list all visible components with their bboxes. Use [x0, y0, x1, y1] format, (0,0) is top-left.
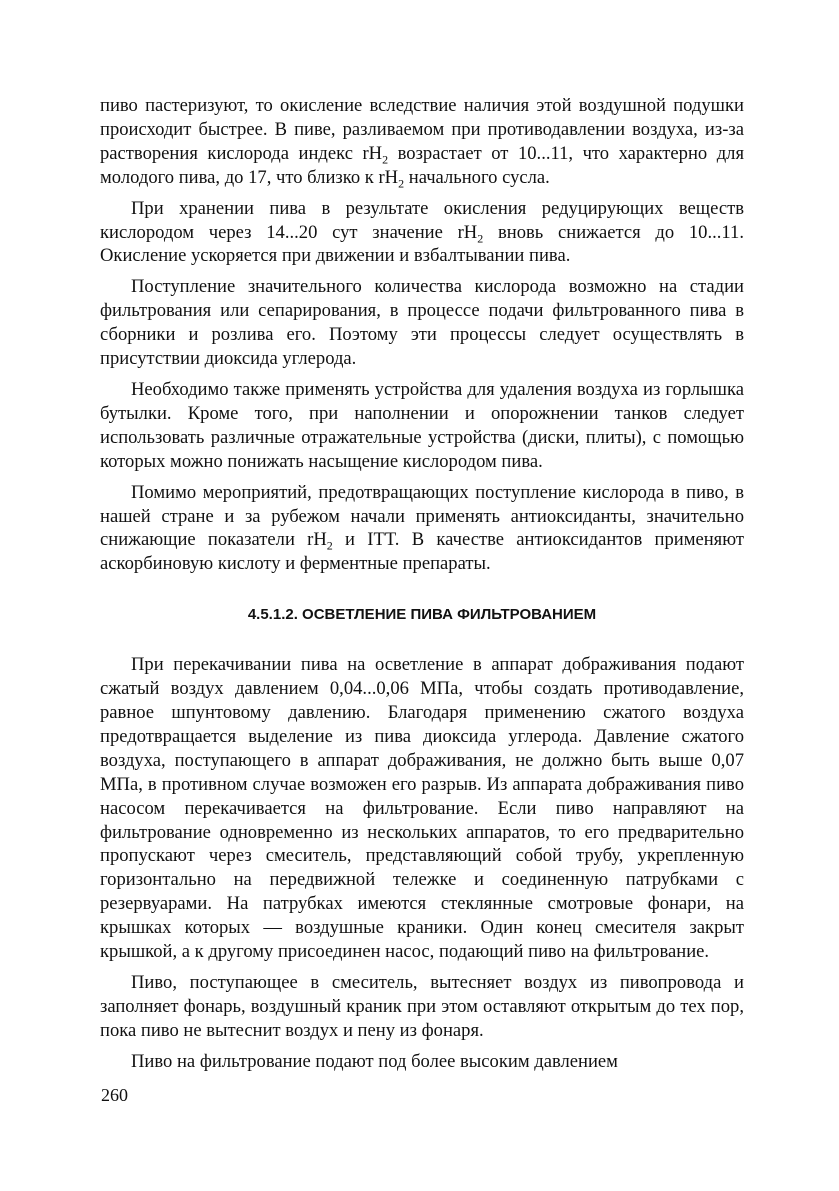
paragraph-4: Необходимо также применять устройства для удаления воздуха из горлышка бутылки. Кроме того, при наполнении и опорожнении танков следует использовать различные отражательные устройства (диски, плиты), с помощью которых можно понижать насыщение кислородом пива.	[100, 378, 744, 472]
paragraph-7: Пиво, поступающее в смеситель, вытесняет воздух из пивопровода и заполняет фонарь, воздушный краник при этом оставляют открытым до тех пор, пока пиво не вытеснит воздух и пену из фонаря.	[100, 972, 744, 1041]
paragraph-1: пиво пастеризуют, то окисление вследствие наличия этой воздушной подушки происходит быстрее. В пиве, разливаемом при противодавлении воздуха, из-за растворения кислорода индекс $rH_2$ возрастает от 10...11, что характерно для молодого пива, до 17, что близко к $rH_2$ начального сусла.	[100, 95, 745, 191]
page-number: 260	[101, 1085, 128, 1105]
paragraph-5: Помимо мероприятий, предотвращающих поступление кислорода в пиво, в нашей стране и за рубежом начали применять антиоксиданты, значительно снижающие показатели $rH_2$ и ITT. В качестве антиоксидантов применяют аскорбиновую кислоту и ферментные препараты.	[100, 481, 744, 575]
paragraph-8: Пиво на фильтрование подают под более высоким давлением	[131, 1050, 618, 1072]
paragraph-6: При перекачивании пива на осветление в аппарат дображивания подают сжатый воздух давлением 0,04...0,06 МПа, чтобы создать противодавление, равное шпунтовому давлению. Благодаря применению сжатого воздуха предотвращается выделение из пива диоксида углерода. Давление сжатого воздуха, поступающего в аппарат дображивания, не должно быть выше 0,07 МПа, в противном случае возможен его разрыв. Из аппарата дображивания пиво насосом перекачивается на фильтрование. Если пиво направляют на фильтрование одновременно из нескольких аппаратов, то его предварительно пропускают через смеситель, представляющий собой трубу, укрепленную горизонтально на передвижной тележке и соединенную патрубками с резервуарами. На патрубках имеются стеклянные смотровые фонари, на крышках которых — воздушные краники. Один конец смесителя закрыт крышкой, а к другому присоединен насос, подающий пиво на фильтрование.	[100, 654, 744, 963]
paragraph-3: Поступление значительного количества кислорода возможно на стадии фильтрования или сепарирования, в процессе подачи фильтрованного пива в сборники и розлива его. Поэтому эти процессы следует осуществлять в присутствии диоксида углерода.	[100, 276, 744, 370]
page-body	[100, 94, 744, 1081]
paragraph-2: При хранении пива в результате окисления редуцирующих веществ кислородом через 14...20 сут значение $rH_2$ вновь снижается до 10...11. Окисление ускоряется при движении и взбалтывании пива.	[100, 197, 744, 267]
section-heading: 4.5.1.2. ОСВЕТЛЕНИЕ ПИВА ФИЛЬТРОВАНИЕМ	[247, 606, 597, 624]
